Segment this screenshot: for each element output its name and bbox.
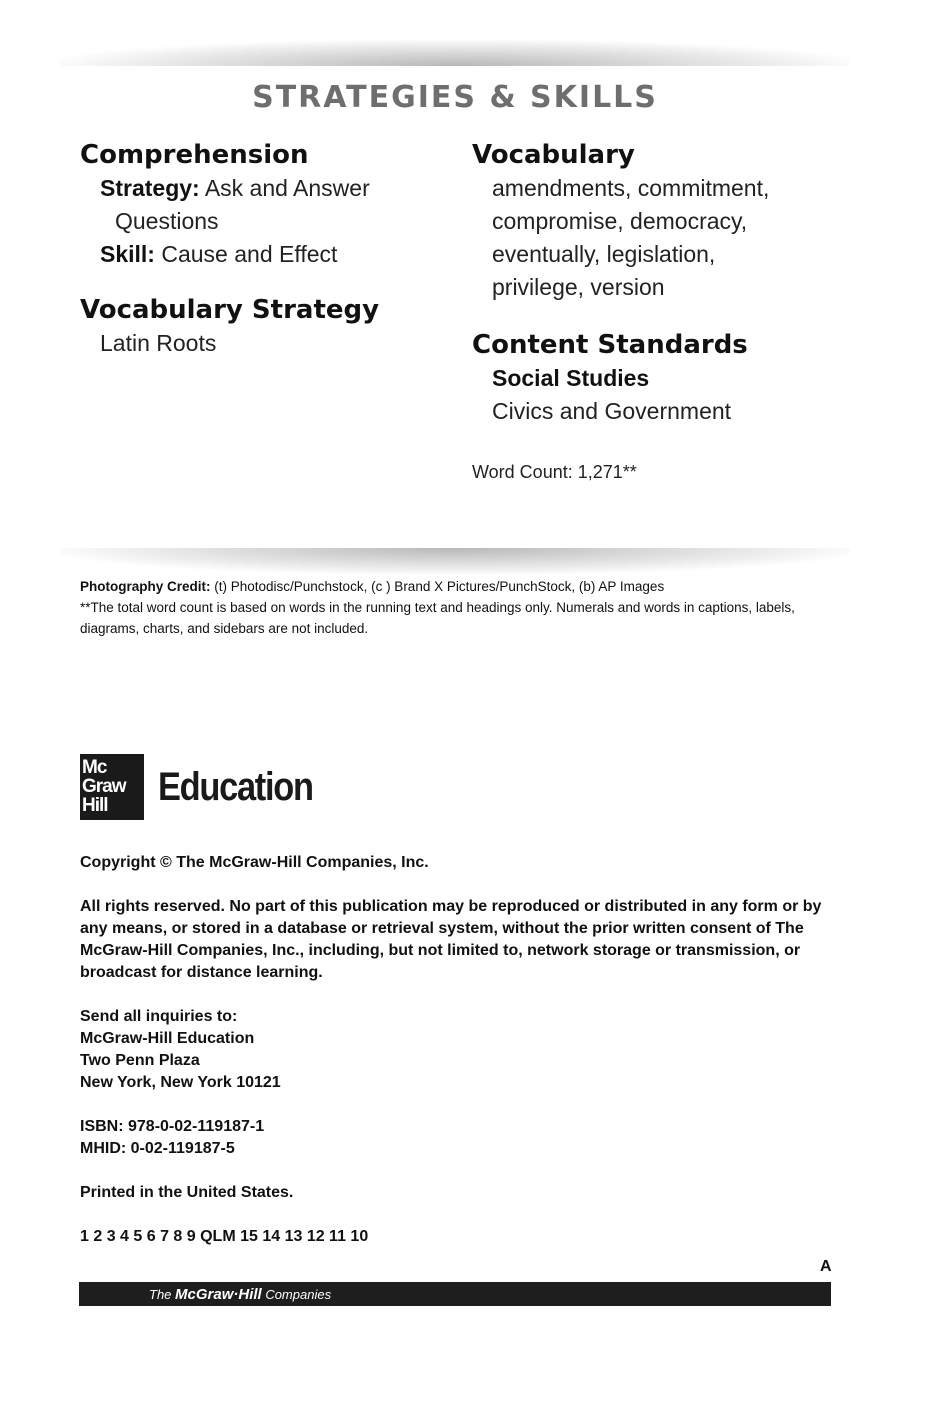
rights-statement: All rights reserved. No part of this publication may be reproduced or distributed in any form or by any means, or stored in a database or retrieval system, without the prior written consent of The McGraw-Hill Companies, Inc., including, but not limited to, network storage or transmission, or broadcast for distance learning.	[80, 898, 822, 981]
logo-education-text: Education	[158, 764, 313, 809]
bottom-shadow-divider	[60, 548, 850, 574]
page-title: STRATEGIES & SKILLS	[252, 80, 658, 115]
photo-credit	[80, 576, 820, 597]
vocabulary-line: eventually, legislation,	[492, 241, 716, 267]
isbn: ISBN: 978-0-02-119187-1	[80, 1118, 265, 1135]
right-column	[472, 138, 872, 483]
page-letter: A	[820, 1258, 832, 1275]
strategy-label: Strategy:	[100, 175, 200, 201]
strategy-value-cont: Questions	[115, 208, 219, 234]
content-standards-heading: Content Standards	[472, 330, 748, 360]
vocabulary-line: compromise, democracy,	[492, 208, 748, 234]
vocab-strategy-heading: Vocabulary Strategy	[80, 295, 380, 325]
vocab-strategy-value: Latin Roots	[100, 330, 217, 356]
top-shadow-divider	[60, 40, 850, 66]
content-standards-subject: Social Studies	[492, 365, 650, 391]
copyright-block	[80, 852, 840, 1270]
vocabulary-line: privilege, version	[492, 274, 665, 300]
vocabulary-line: amendments, commitment,	[492, 175, 770, 201]
mhid: MHID: 0-02-119187-5	[80, 1140, 235, 1157]
copyright-line: Copyright © The McGraw-Hill Companies, Inc.	[80, 854, 429, 871]
footer-bar	[79, 1282, 831, 1306]
mcgraw-hill-logo-box: Mc Graw Hill	[80, 754, 144, 820]
left-column	[80, 138, 450, 360]
isbn-block	[80, 1116, 840, 1160]
photo-credit-label: Photography Credit:	[80, 579, 211, 594]
content-standards-topic: Civics and Government	[492, 398, 732, 424]
print-line: 1 2 3 4 5 6 7 8 9 QLM 15 14 13 12 11 10	[80, 1228, 369, 1245]
word-count-note: **The total word count is based on words in the running text and headings only. Numerals and words in captions, labels, diagrams, charts, and sidebars are not included.	[80, 600, 795, 636]
skill-line	[80, 238, 450, 271]
inquiries-address: Send all inquiries to: McGraw-Hill Education Two Penn Plaza New York, New York 10121	[80, 1008, 281, 1091]
strategy-value: Ask and Answer	[204, 175, 370, 201]
skill-label: Skill:	[100, 241, 155, 267]
photo-credit-text: (t) Photodisc/Punchstock, (c ) Brand X Pictures/PunchStock, (b) AP Images	[210, 579, 665, 594]
printed-in: Printed in the United States.	[80, 1184, 294, 1201]
mcgraw-hill-education-logo	[80, 754, 338, 820]
vocabulary-heading: Vocabulary	[472, 140, 635, 170]
skill-value: Cause and Effect	[161, 241, 338, 267]
word-count: Word Count: 1,271**	[472, 462, 637, 482]
strategy-line	[80, 172, 450, 205]
credits-block	[80, 576, 820, 639]
footer-brand: The McGraw·Hill Companies	[149, 1286, 332, 1303]
comprehension-heading: Comprehension	[80, 140, 309, 170]
